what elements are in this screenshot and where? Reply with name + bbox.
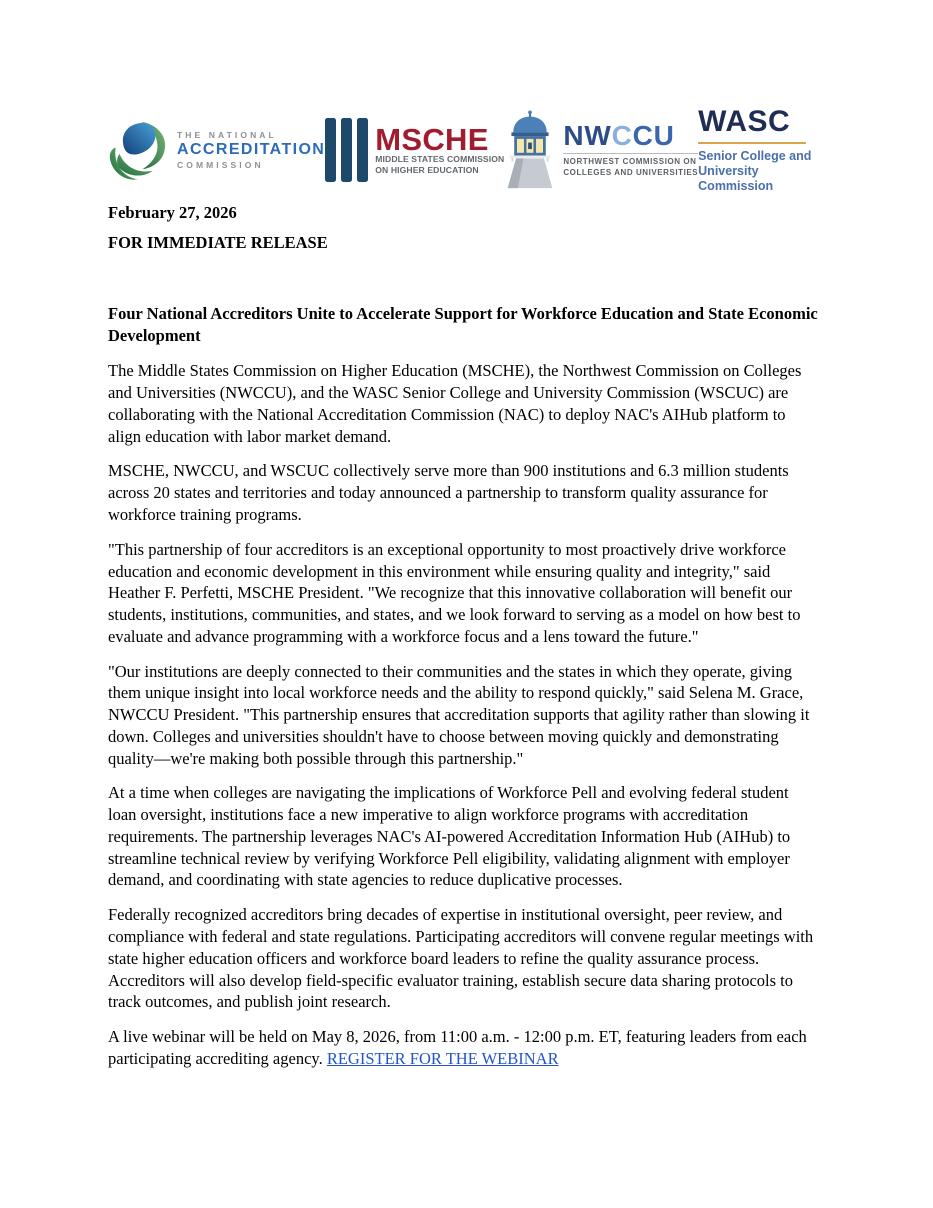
wasc-acronym: WASC (698, 104, 791, 138)
msche-logo-line1: MIDDLE STATES COMMISSION (375, 154, 505, 165)
msche-logo-line2: ON HIGHER EDUCATION (375, 164, 479, 175)
msche-logo-text (375, 121, 505, 175)
body-paragraph-4: "Our institutions are deeply connected to their communities and the states in which they operate, giving them unique insight into local workforce needs and the ability to respond quickly," said Selena M. Grace, NWCCU President. "This partnership ensures that accreditation supports that agility rather than slowing it down. Colleges and universities shouldn't have to choose between moving quickly and demonstrating quality—we're making both possible through this partnership." (108, 661, 810, 768)
wasc-gold-rule (698, 142, 806, 145)
nwccu-logo-line1: NORTHWEST COMMISSION ON (563, 156, 697, 166)
nwccu-acronym: NWCCU (563, 119, 675, 151)
msche-bars-icon (325, 118, 368, 182)
webinar-text: A live webinar will be held on May 8, 2026, from 11:00 a.m. - 12:00 p.m. ET, featuring leaders from each participating accrediting agency. (108, 1027, 807, 1068)
nwccu-lighthouse-icon (504, 110, 556, 190)
press-release-body (108, 360, 821, 1069)
msche-logo (325, 118, 504, 182)
nwccu-logo (504, 110, 698, 190)
wasc-logo (698, 104, 821, 194)
nac-logo (108, 113, 325, 187)
body-paragraph-2: MSCHE, NWCCU, and WSCUC collectively serve more than 900 institutions and 6.3 million students across 20 states and territories and today announced a partnership to transform quality assurance for workforce training programs. (108, 461, 789, 524)
nac-logo-text (177, 130, 325, 170)
nac-logo-line1: THE NATIONAL (177, 130, 277, 140)
nwccu-logo-line2: COLLEGES AND UNIVERSITIES (563, 167, 699, 177)
wasc-logo-line2: University Commission (698, 163, 774, 193)
headline: Four National Accreditors Unite to Accelerate Support for Workforce Education and State Economic Development (108, 303, 818, 345)
body-paragraph-6: Federally recognized accreditors bring decades of expertise in institutional oversight, peer review, and compliance with federal and state regulations. Participating accreditors will convene regular meetings with state higher education officers and workforce board leaders to refine the quality assurance process. Accreditors will also develop field-specific evaluator training, establish secure data sharing protocols to track outcomes, and publish joint research. (108, 905, 814, 1012)
webinar-paragraph (108, 1026, 821, 1070)
nac-logo-line3: COMMISSION (177, 160, 264, 170)
nac-logo-line2: ACCREDITATION (177, 141, 326, 158)
body-paragraph-3: "This partnership of four accreditors is an exceptional opportunity to most proactively drive workforce education and economic development in this environment while ensuring quality and integrity," said Heather F. Perfetti, MSCHE President. "We recognize that this innovative collaboration will benefit our students, institutions, communities, and states, and we look forward to serving as a model on how best to evaluate and advance programming with a workforce focus and a lens toward the future." (108, 539, 801, 646)
msche-acronym: MSCHE (375, 121, 489, 157)
body-paragraph-5: At a time when colleges are navigating the implications of Workforce Pell and evolving federal student loan oversight, institutions face a new imperative to align workforce programs with accreditation requirements. The partnership leverages NAC's AI-powered Accreditation Information Hub (AIHub) to streamline technical review by verifying Workforce Pell eligibility, validating alignment with employer demand, and coordinating with state agencies to reduce duplicative processes. (108, 783, 791, 890)
nac-globe-icon (108, 113, 172, 187)
register-webinar-link[interactable]: REGISTER FOR THE WEBINAR (326, 1048, 559, 1068)
release-label: FOR IMMEDIATE RELEASE (108, 233, 328, 253)
wasc-logo-line1: Senior College and (698, 149, 812, 164)
body-paragraph-1: The Middle States Commission on Higher Education (MSCHE), the Northwest Commission on Colleges and Universities (NWCCU), and the WASC Senior College and University Commission (WSCUC) are collaborating with the National Accreditation Commission (NAC) to deploy NAC's AIHub platform to align education with labor market demand. (108, 361, 802, 446)
nwccu-logo-text (563, 119, 699, 179)
logo-row (108, 104, 821, 193)
release-date: February 27, 2026 (108, 203, 237, 222)
